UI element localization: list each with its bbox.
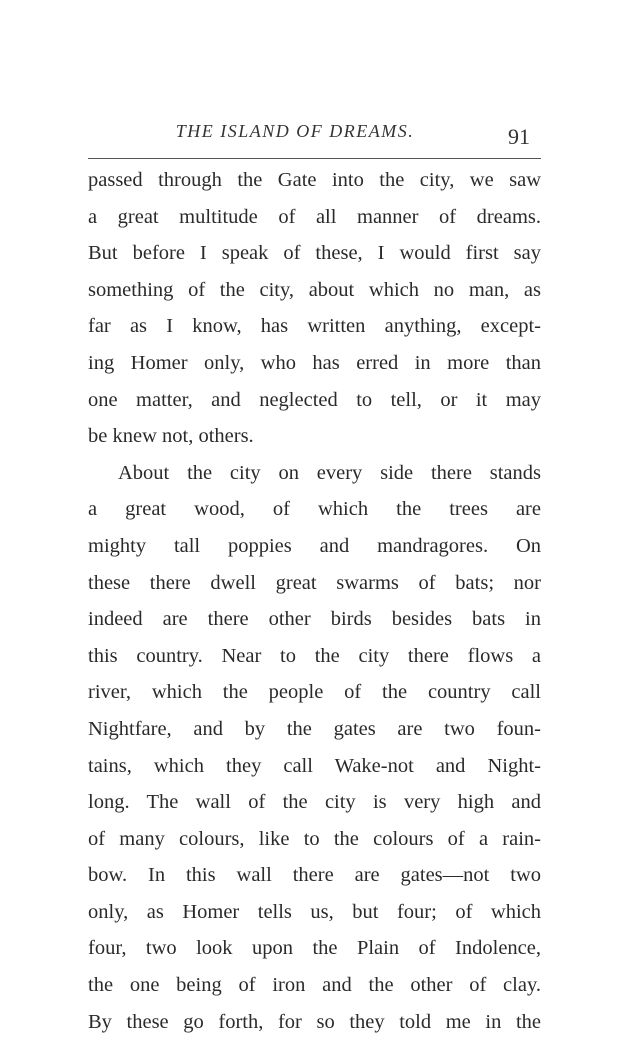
body-text (88, 162, 541, 1040)
text-line: four, two look upon the Plain of Indolence, (88, 937, 541, 960)
running-title: THE ISLAND OF DREAMS. (175, 121, 415, 141)
text-line: a great multitude of all manner of dreams. (88, 205, 541, 228)
text-line: indeed are there other birds besides bats in (88, 608, 541, 631)
text-line: passed through the Gate into the city, we saw (88, 169, 541, 191)
text-line: these there dwell great swarms of bats; nor (88, 571, 541, 594)
text-line: bow. In this wall there are gates—not two (88, 864, 541, 887)
text-line: be knew not, others. (88, 425, 254, 448)
text-line: something of the city, about which no man, as (88, 278, 541, 301)
text-line: one matter, and neglected to tell, or it may (88, 388, 541, 411)
text-line: By these go forth, for so they told me in the (88, 1010, 541, 1033)
text-line: long. The wall of the city is very high and (88, 791, 541, 814)
text-line: river, which the people of the country call (88, 681, 541, 704)
text-line: tains, which they call Wake-not and Night- (88, 754, 541, 777)
text-line: About the city on every side there stands (118, 461, 541, 484)
text-line: a great wood, of which the trees are (88, 498, 541, 521)
text-line: But before I speak of these, I would first say (88, 242, 541, 265)
text-line: far as I know, has written anything, except- (88, 315, 541, 338)
text-line: of many colours, like to the colours of a rain- (88, 827, 541, 850)
text-line: Nightfare, and by the gates are two foun- (88, 717, 541, 740)
text-line: ing Homer only, who has erred in more than (88, 351, 541, 374)
text-line: the one being of iron and the other of clay. (88, 974, 541, 997)
page-number: 91 (508, 124, 530, 149)
text-line: only, as Homer tells us, but four; of which (88, 900, 541, 923)
header-rule (88, 158, 541, 159)
text-line: mighty tall poppies and mandragores. On (88, 534, 541, 557)
text-line: this country. Near to the city there flows a (88, 644, 541, 667)
